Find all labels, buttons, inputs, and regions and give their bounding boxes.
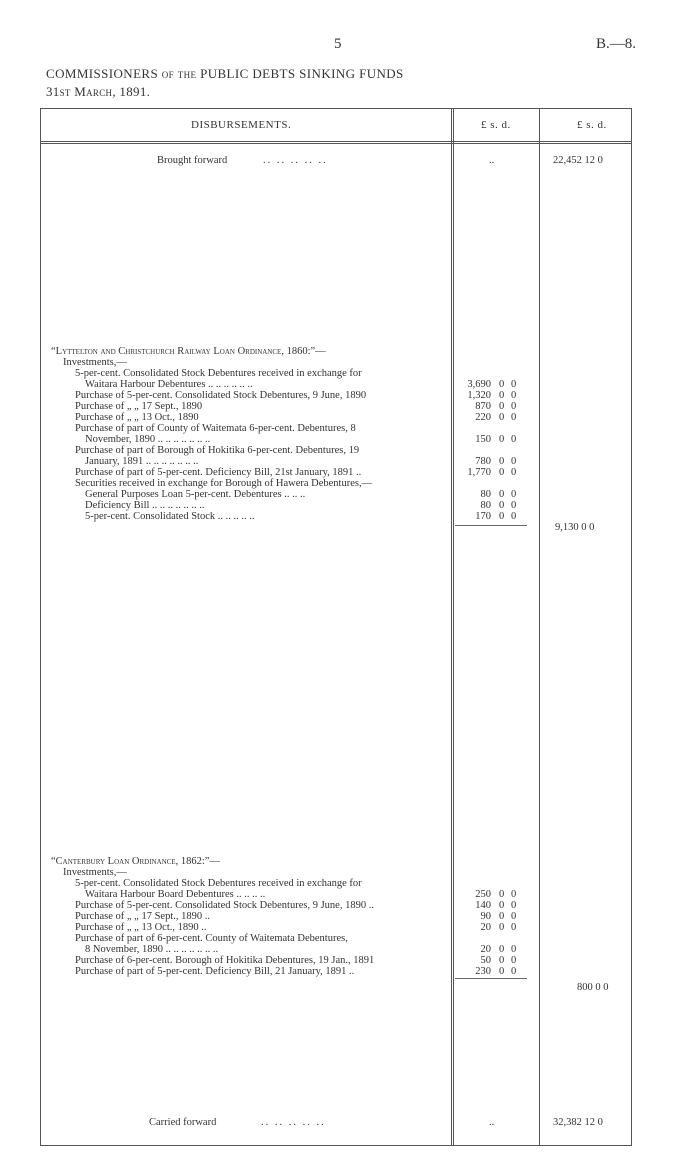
section-title-lyttelton: “Lyttelton and Christchurch Railway Loan Ordinance, 1860:”— (51, 346, 326, 357)
amount-shillings: 0 (499, 911, 505, 922)
header-rule (41, 143, 631, 144)
table-row-description: Purchase of part of County of Waitemata 6-per-cent. Debentures, 8 (75, 423, 356, 434)
page-title (46, 66, 404, 82)
amount-shillings: 0 (499, 379, 505, 390)
column-header-amount: £ s. d. (481, 119, 511, 131)
carried-forward-col1: .. (489, 1117, 495, 1128)
table-row-description: Waitara Harbour Board Debentures .. .. .. .. (85, 889, 266, 900)
amount-pounds: 80 (480, 500, 491, 511)
subtotal-rule (455, 978, 527, 979)
document-code: B.—8. (596, 36, 637, 52)
brought-forward-label: Brought forward (157, 155, 228, 166)
amount-pence: 0 (511, 489, 517, 500)
brought-forward-total: 22,452 12 0 (553, 155, 603, 166)
amount-pence: 0 (511, 379, 517, 390)
brought-forward-col1: .. (489, 155, 495, 166)
amount-pence: 0 (511, 412, 517, 423)
amount-shillings: 0 (499, 511, 505, 522)
amount-pence: 0 (511, 966, 517, 977)
table-row-description: Purchase of „ „ 17 Sept., 1890 (75, 401, 203, 412)
amount-pence: 0 (511, 922, 517, 933)
amount-pounds: 20 (480, 922, 491, 933)
amount-pounds: 80 (480, 489, 491, 500)
section1-total: 9,130 0 0 (555, 522, 595, 533)
amount-pounds: 1,320 (467, 390, 491, 401)
title-part: PUBLIC DEBTS SINKING FUNDS (196, 66, 404, 81)
column-rule (453, 109, 454, 1145)
amount-pounds: 50 (480, 955, 491, 966)
amount-pounds: 170 (475, 511, 491, 522)
amount-shillings: 0 (499, 412, 505, 423)
amount-shillings: 0 (499, 889, 505, 900)
brought-forward-leader: .. .. .. .. .. (263, 155, 328, 166)
table-row-description: Purchase of „ „ 13 Oct., 1890 (75, 412, 199, 423)
amount-shillings: 0 (499, 467, 505, 478)
amount-shillings: 0 (499, 955, 505, 966)
table-row-description: 5-per-cent. Consolidated Stock Debentures received in exchange for (75, 878, 362, 889)
carried-forward-leader: .. .. .. .. .. (261, 1117, 326, 1128)
amount-shillings: 0 (499, 401, 505, 412)
column-rule (451, 109, 452, 1145)
table-row-description: 5-per-cent. Consolidated Stock .. .. .. .. .. (85, 511, 255, 522)
page-number: 5 (334, 36, 342, 52)
date-part: , 1891. (112, 84, 151, 99)
amount-pence: 0 (511, 911, 517, 922)
amount-shillings: 0 (499, 456, 505, 467)
column-header-disbursements: DISBURSEMENTS. (191, 119, 292, 131)
table-row-description: Purchase of part of 5-per-cent. Deficiency Bill, 21 January, 1891 .. (75, 966, 355, 977)
date-part: 31st March (46, 84, 113, 99)
amount-shillings: 0 (499, 922, 505, 933)
page-date (46, 84, 150, 100)
column-header-total: £ s. d. (577, 119, 607, 131)
amount-shillings: 0 (499, 944, 505, 955)
title-part: of the (161, 66, 197, 81)
carried-forward-total: 32,382 12 0 (553, 1117, 603, 1128)
subtotal-rule (455, 525, 527, 526)
amount-pence: 0 (511, 456, 517, 467)
amount-pence: 0 (511, 467, 517, 478)
table-row-description: Purchase of part of 6-per-cent. County of Waitemata Debentures, (75, 933, 348, 944)
column-rule (539, 109, 540, 1145)
amount-pence: 0 (511, 900, 517, 911)
table-row-description: January, 1891 .. .. .. .. .. .. .. (85, 456, 199, 467)
header-rule (41, 141, 631, 142)
amount-shillings: 0 (499, 966, 505, 977)
amount-pence: 0 (511, 500, 517, 511)
amount-pounds: 1,770 (467, 467, 491, 478)
amount-pounds: 3,690 (467, 379, 491, 390)
amount-pence: 0 (511, 390, 517, 401)
table-row-description: General Purposes Loan 5-per-cent. Debentures .. .. .. (85, 489, 306, 500)
table-row-description: Purchase of „ „ 13 Oct., 1890 .. (75, 922, 207, 933)
amount-pounds: 230 (475, 966, 491, 977)
table-row-description: Deficiency Bill .. .. .. .. .. .. .. (85, 500, 205, 511)
amount-pounds: 220 (475, 412, 491, 423)
section2-total: 800 0 0 (577, 982, 609, 993)
table-row-description: Purchase of „ „ 17 Sept., 1890 .. (75, 911, 211, 922)
table-row-description: Purchase of part of 5-per-cent. Deficiency Bill, 21st January, 1891 .. (75, 467, 362, 478)
amount-pounds: 140 (475, 900, 491, 911)
amount-pounds: 780 (475, 456, 491, 467)
amount-pounds: 870 (475, 401, 491, 412)
amount-pence: 0 (511, 944, 517, 955)
investments-label: Investments,— (63, 357, 127, 368)
amount-shillings: 0 (499, 489, 505, 500)
amount-shillings: 0 (499, 434, 505, 445)
table-row-description: Purchase of 6-per-cent. Borough of Hokitika Debentures, 19 Jan., 1891 (75, 955, 375, 966)
table-row-description: Securities received in exchange for Borough of Hawera Debentures,— (75, 478, 373, 489)
table-row-description: Purchase of part of Borough of Hokitika 6-per-cent. Debentures, 19 (75, 445, 360, 456)
amount-shillings: 0 (499, 390, 505, 401)
amount-shillings: 0 (499, 500, 505, 511)
amount-pounds: 90 (480, 911, 491, 922)
table-row-description: Purchase of 5-per-cent. Consolidated Stock Debentures, 9 June, 1890 .. (75, 900, 374, 911)
investments-label: Investments,— (63, 867, 127, 878)
section-title-canterbury: “Canterbury Loan Ordinance, 1862:”— (51, 856, 220, 867)
amount-pounds: 20 (480, 944, 491, 955)
table-row-description: November, 1890 .. .. .. .. .. .. .. (85, 434, 211, 445)
amount-pence: 0 (511, 889, 517, 900)
carried-forward-label: Carried forward (149, 1117, 217, 1128)
amount-pence: 0 (511, 511, 517, 522)
table-row-description: 8 November, 1890 .. .. .. .. .. .. .. (85, 944, 219, 955)
amount-pence: 0 (511, 955, 517, 966)
amount-pence: 0 (511, 434, 517, 445)
amount-pounds: 250 (475, 889, 491, 900)
amount-pounds: 150 (475, 434, 491, 445)
amount-pence: 0 (511, 401, 517, 412)
amount-shillings: 0 (499, 900, 505, 911)
disbursements-table (40, 108, 632, 1146)
title-part: COMMISSIONERS (46, 66, 162, 81)
table-row-description: Purchase of 5-per-cent. Consolidated Stock Debentures, 9 June, 1890 (75, 390, 367, 401)
table-row-description: 5-per-cent. Consolidated Stock Debentures received in exchange for (75, 368, 362, 379)
table-row-description: Waitara Harbour Debentures .. .. .. .. .. .. (85, 379, 253, 390)
